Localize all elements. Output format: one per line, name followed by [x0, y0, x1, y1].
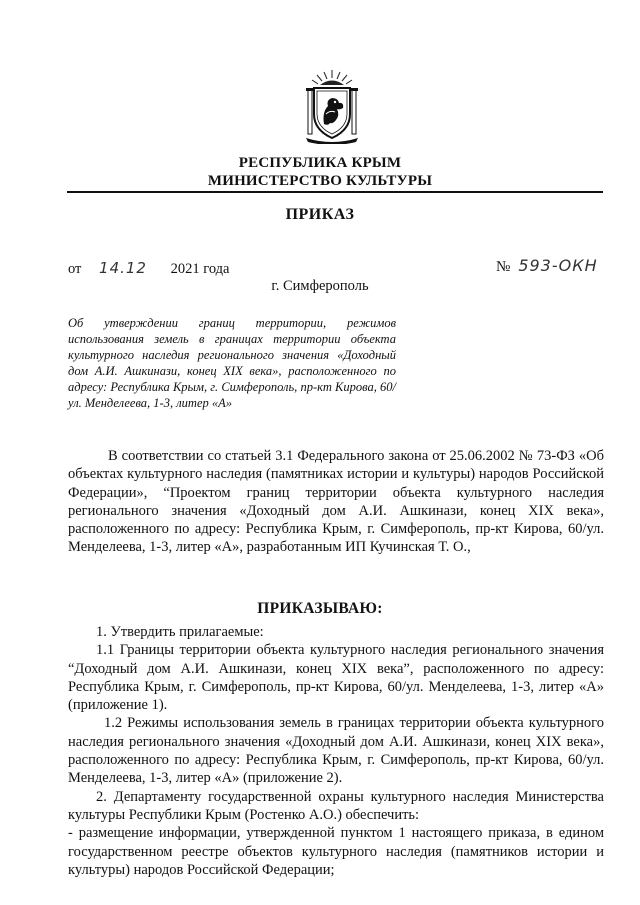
crimea-coat-of-arms-icon — [302, 68, 362, 144]
header-divider — [67, 191, 603, 193]
date-prefix: от — [68, 261, 82, 277]
preamble-paragraph: В соответствии со статьей 3.1 Федерального закона от 25.06.2002 № 73-ФЗ «Об объектах культурного наследия (памятниках истории и культуры) народов Российской Федерации», “Проектом границ территории объекта культурного наследия регионального значения «Доходный дом А.И. Ашкинази, конец XIX века», расположенного по адресу: Республика Крым, г. Симферополь, пр-кт Кирова, 60/ул. Менделеева, 1-3, литер «А», разработанным ИП Кучинская Т. О., — [68, 448, 604, 556]
order-heading: ПРИКАЗЫВАЮ: — [257, 600, 383, 617]
org-line-1: РЕСПУБЛИКА КРЫМ — [238, 155, 402, 171]
city: г. Симферополь — [271, 278, 369, 294]
item-1: 1. Утвердить прилагаемые: — [96, 624, 264, 640]
order-subject: Об утверждении границ территории, режимов использования земель в границах территории объекта культурного наследия регионального значения «Доходный дом А.И. Ашкинази, конец XIX века», расположенного по адресу: Республика Крым, г. Симферополь, пр-кт Кирова, 60/ул. Менделеева, 1-3, литер «А» — [68, 316, 396, 410]
item-2-a: - размещение информации, утвержденной пунктом 1 настоящего приказа, в едином государственном реестре объектов культурного наследия (памятников истории и культуры) народов Российской Федерации; — [68, 825, 604, 878]
date-handwritten: 14.12 — [99, 259, 147, 277]
org-line-2: МИНИСТЕРСТВО КУЛЬТУРЫ — [207, 173, 433, 189]
item-2: 2. Департаменту государственной охраны культурного наследия Министерства культуры Республики Крым (Ростенко А.О.) обеспечить: — [68, 788, 604, 823]
date-year: 2021 года — [170, 261, 230, 277]
number-handwritten: 593-ОКН — [518, 256, 598, 275]
order-items — [68, 623, 604, 879]
item-1-2: 1.2 Режимы использования земель в границах территории объекта культурного наследия регионального значения «Доходный дом А.И. Ашкинази, конец XIX века», расположенного по адресу: Республика Крым, г. Симферополь, пр-кт Кирова, 60/ул. Менделеева, 1-3, литер «А» (приложение 2). — [68, 715, 604, 787]
document-number — [496, 256, 598, 276]
document-type-title: ПРИКАЗ — [285, 206, 355, 223]
item-1-1: 1.1 Границы территории объекта культурного наследия регионального значения “Доходный дом А.И. Ашкинази, конец XIX века”, расположенного по адресу: Республика Крым, г. Симферополь, пр-кт Кирова, 60/ул. Менделеева, 1-3, литер «А» (приложение 1). — [68, 642, 604, 714]
document-date — [68, 259, 229, 278]
number-prefix: № — [496, 259, 511, 275]
